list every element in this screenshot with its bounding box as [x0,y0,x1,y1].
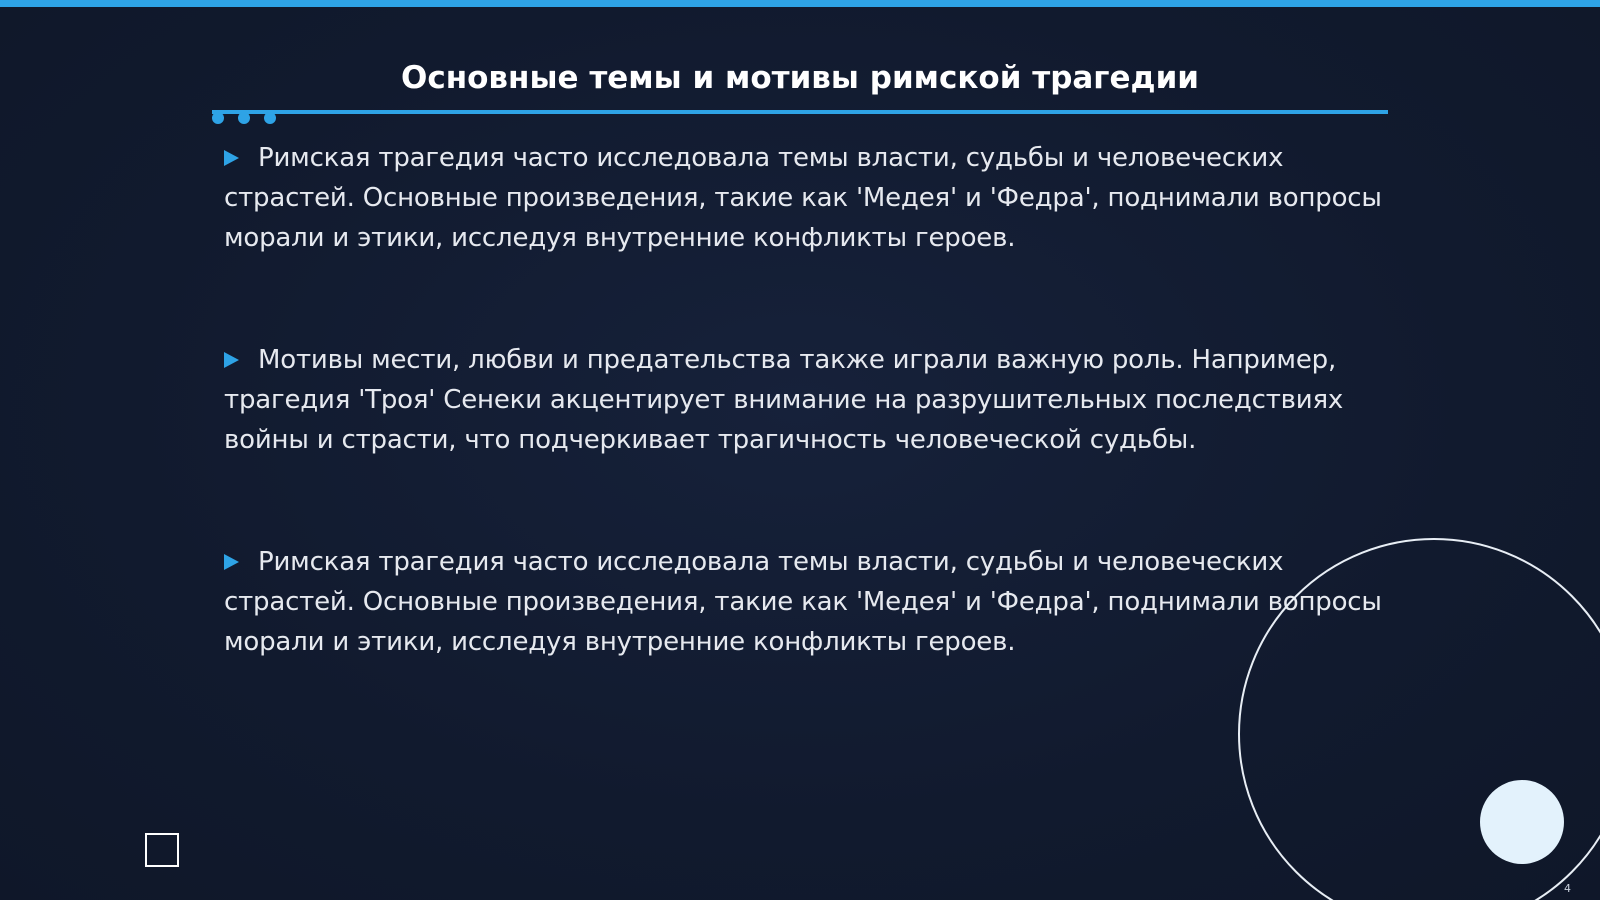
bullet-text: Римская трагедия часто исследовала темы власти, судьбы и человеческих страстей. Основные произведения, такие как 'Медея' и 'Федра', поднимали вопросы морали и этики, исследуя внутренние конфликты героев. [224,547,1382,657]
bullet-list [224,138,1394,662]
bullet-item [224,138,1394,258]
decorative-disc [1480,780,1564,864]
triangle-right-icon [224,150,239,166]
dot-icon [264,112,276,124]
triangle-right-icon [224,554,239,570]
page-number: 4 [1564,882,1571,895]
dot-icon [212,112,224,124]
slide-title: Основные темы и мотивы римской трагедии [400,60,1200,96]
bullet-text: Римская трагедия часто исследовала темы власти, судьбы и человеческих страстей. Основные произведения, такие как 'Медея' и 'Федра', поднимали вопросы морали и этики, исследуя внутренние конфликты героев. [224,143,1382,253]
bullet-item [224,340,1394,460]
triangle-right-icon [224,352,239,368]
bullet-text: Мотивы мести, любви и предательства также играли важную роль. Например, трагедия 'Троя' Сенеки акцентирует внимание на разрушительных последствиях войны и страсти, что подчеркивает трагичность человеческой судьбы. [224,345,1344,455]
top-accent-bar [0,0,1600,7]
decorative-dots [212,112,292,126]
decorative-square [145,833,179,867]
bullet-item [224,542,1394,662]
dot-icon [238,112,250,124]
title-underline [212,110,1388,114]
